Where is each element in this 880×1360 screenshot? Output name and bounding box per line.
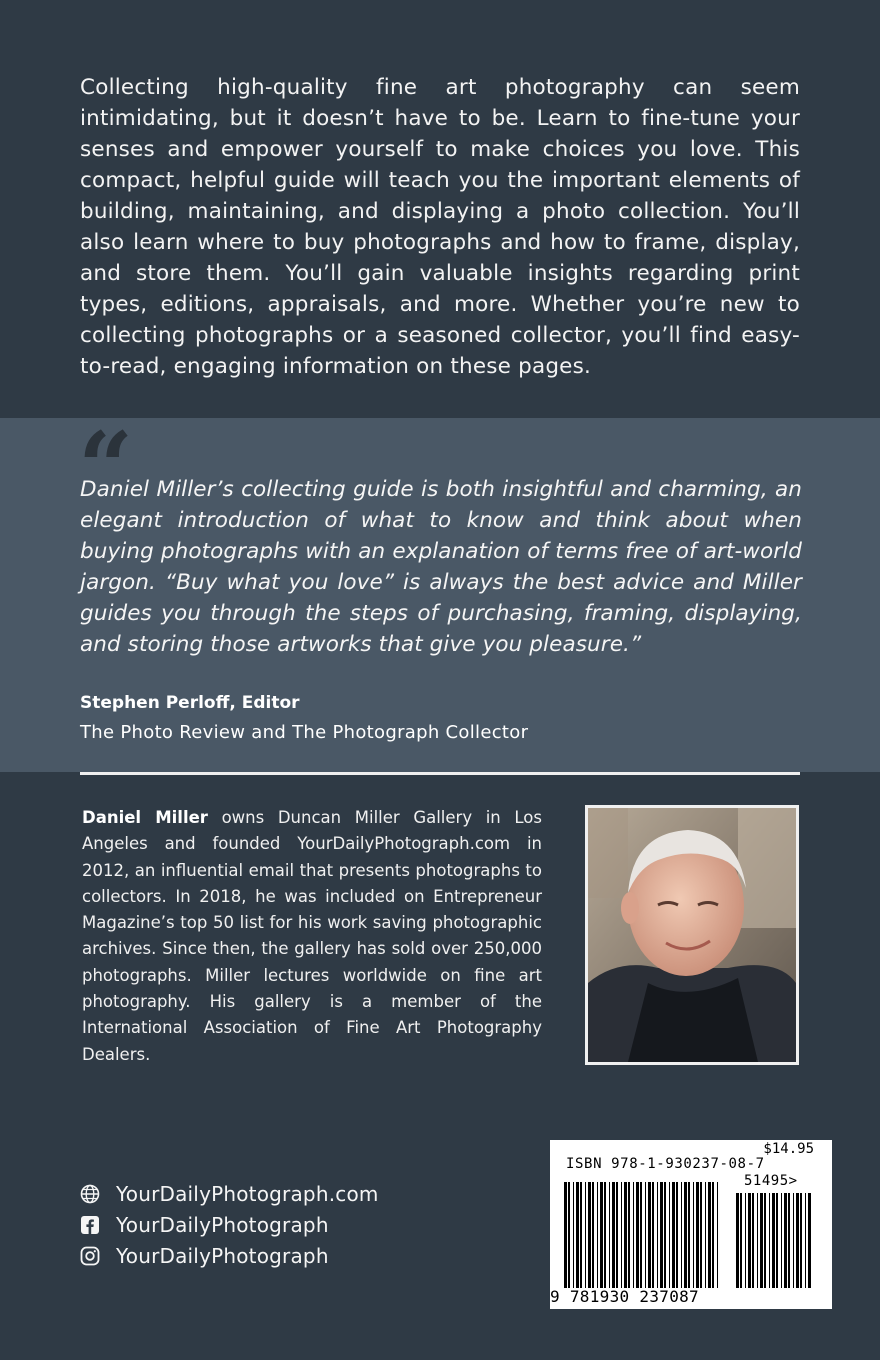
barcode-bar [760,1193,763,1288]
barcode-bar [597,1182,598,1288]
barcode-bar [740,1193,742,1288]
barcode-bar [645,1182,646,1288]
barcode-bar [664,1182,666,1288]
barcode-bar [576,1182,579,1288]
quote-mark-icon: “ [78,411,134,524]
barcode-bar [745,1193,746,1288]
barcode-bar [681,1182,682,1288]
barcode-bar [600,1182,603,1288]
barcode-bar [636,1182,639,1288]
barcode-bar [808,1193,811,1288]
barcode-bar [592,1182,594,1288]
website-link[interactable] [80,1178,379,1209]
barcode-bar [712,1182,714,1288]
barcode-bar [633,1182,634,1288]
barcode-bar [784,1193,787,1288]
barcode-bar [676,1182,678,1288]
barcode-bar [585,1182,586,1288]
facebook-label: YourDailyPhotograph [116,1212,329,1237]
barcode-bar [568,1182,570,1288]
section-divider [80,772,800,775]
barcode-bar [616,1182,618,1288]
barcode-bar [781,1193,782,1288]
barcode-isbn: ISBN 978-1-930237-08-7 [566,1156,765,1172]
barcode-bar [648,1182,651,1288]
barcode-bar [669,1182,670,1288]
barcode-bar [640,1182,642,1288]
barcode-bar [660,1182,663,1288]
testimonial-author: Stephen Perloff, Editor [80,693,300,713]
facebook-icon [80,1215,100,1235]
globe-icon [80,1184,100,1204]
barcode-bar [672,1182,675,1288]
barcode-digits: 9 781930 237087 [550,1287,699,1306]
instagram-label: YourDailyPhotograph [116,1243,329,1268]
barcode-bar [693,1182,694,1288]
barcode-bar [564,1182,567,1288]
barcode-bar [736,1193,739,1288]
author-bio [82,805,542,1068]
barcode-bars-addon [736,1193,816,1288]
barcode-bars-main [564,1182,724,1288]
barcode-price: $14.95 [763,1141,814,1157]
barcode-bar [609,1182,610,1288]
barcode-bar [612,1182,615,1288]
barcode-bar [700,1182,702,1288]
barcode-bar [573,1182,574,1288]
facebook-link[interactable] [80,1209,379,1240]
author-bio-text: owns Duncan Miller Gallery in Los Angeles and founded YourDailyPhotograph.com in 2012, an influential email that presents photographs to collectors. In 2018, he was included on Entrepreneur Magazine’s top 50 list for his work saving photographic archives. Since then, the gallery has sold over 250,000 photographs. Miller lectures worldwide on fine art photography. His gallery is a member of the International Association of Fine Art Photography Dealers. [82,808,542,1064]
barcode-bar [769,1193,770,1288]
contact-links [80,1178,379,1271]
barcode-bar [657,1182,658,1288]
barcode-bar [776,1193,778,1288]
isbn-barcode [550,1140,832,1309]
barcode-addon-code: 51495> [744,1173,798,1189]
barcode-bar [796,1193,799,1288]
barcode-bar [800,1193,802,1288]
barcode-bar [705,1182,706,1288]
barcode-bar [588,1182,591,1288]
author-name: Daniel Miller [82,808,208,827]
barcode-bar [688,1182,690,1288]
barcode-bar [764,1193,766,1288]
barcode-bar [772,1193,775,1288]
barcode-bar [793,1193,794,1288]
barcode-bar [652,1182,654,1288]
website-label: YourDailyPhotograph.com [116,1181,379,1206]
barcode-bar [604,1182,606,1288]
instagram-link[interactable] [80,1240,379,1271]
author-portrait-illustration [588,808,796,1062]
barcode-bar [580,1182,582,1288]
barcode-bar [717,1182,718,1288]
back-cover-blurb: Collecting high-quality fine art photography can seem intimidating, but it doesn’t have to be. Learn to fine-tune your senses and empower yourself to make choices you love. This compact, helpful guide will teach you the important elements of building, maintaining, and displaying a photo collection. You’ll also learn where to buy photographs and how to frame, display, and store them. You’ll gain valuable insights regarding print types, editions, appraisals, and more. Whether you’re new to collecting photographs or a seasoned collector, you’ll find easy-to-read, engaging information on these pages. [80,75,800,379]
barcode-bar [752,1193,754,1288]
barcode-bar [788,1193,790,1288]
barcode-bar [684,1182,687,1288]
barcode-bar [696,1182,699,1288]
testimonial-publication: The Photo Review and The Photograph Collector [80,722,529,743]
author-photo [585,805,799,1065]
barcode-bar [621,1182,622,1288]
instagram-icon [80,1246,100,1266]
barcode-bar [624,1182,627,1288]
testimonial-quote: Daniel Miller’s collecting guide is both insightful and charming, an elegant introduction of what to know and think about when buying photographs with an explanation of terms free of art-world jargon. “Buy what you love” is always the best advice and Miller guides you through the steps of purchasing, framing, displaying, and storing those artworks that give you pleasure.” [80,477,802,657]
barcode-bar [757,1193,758,1288]
barcode-bar [748,1193,751,1288]
barcode-bar [805,1193,806,1288]
barcode-bar [628,1182,630,1288]
barcode-bar [708,1182,711,1288]
